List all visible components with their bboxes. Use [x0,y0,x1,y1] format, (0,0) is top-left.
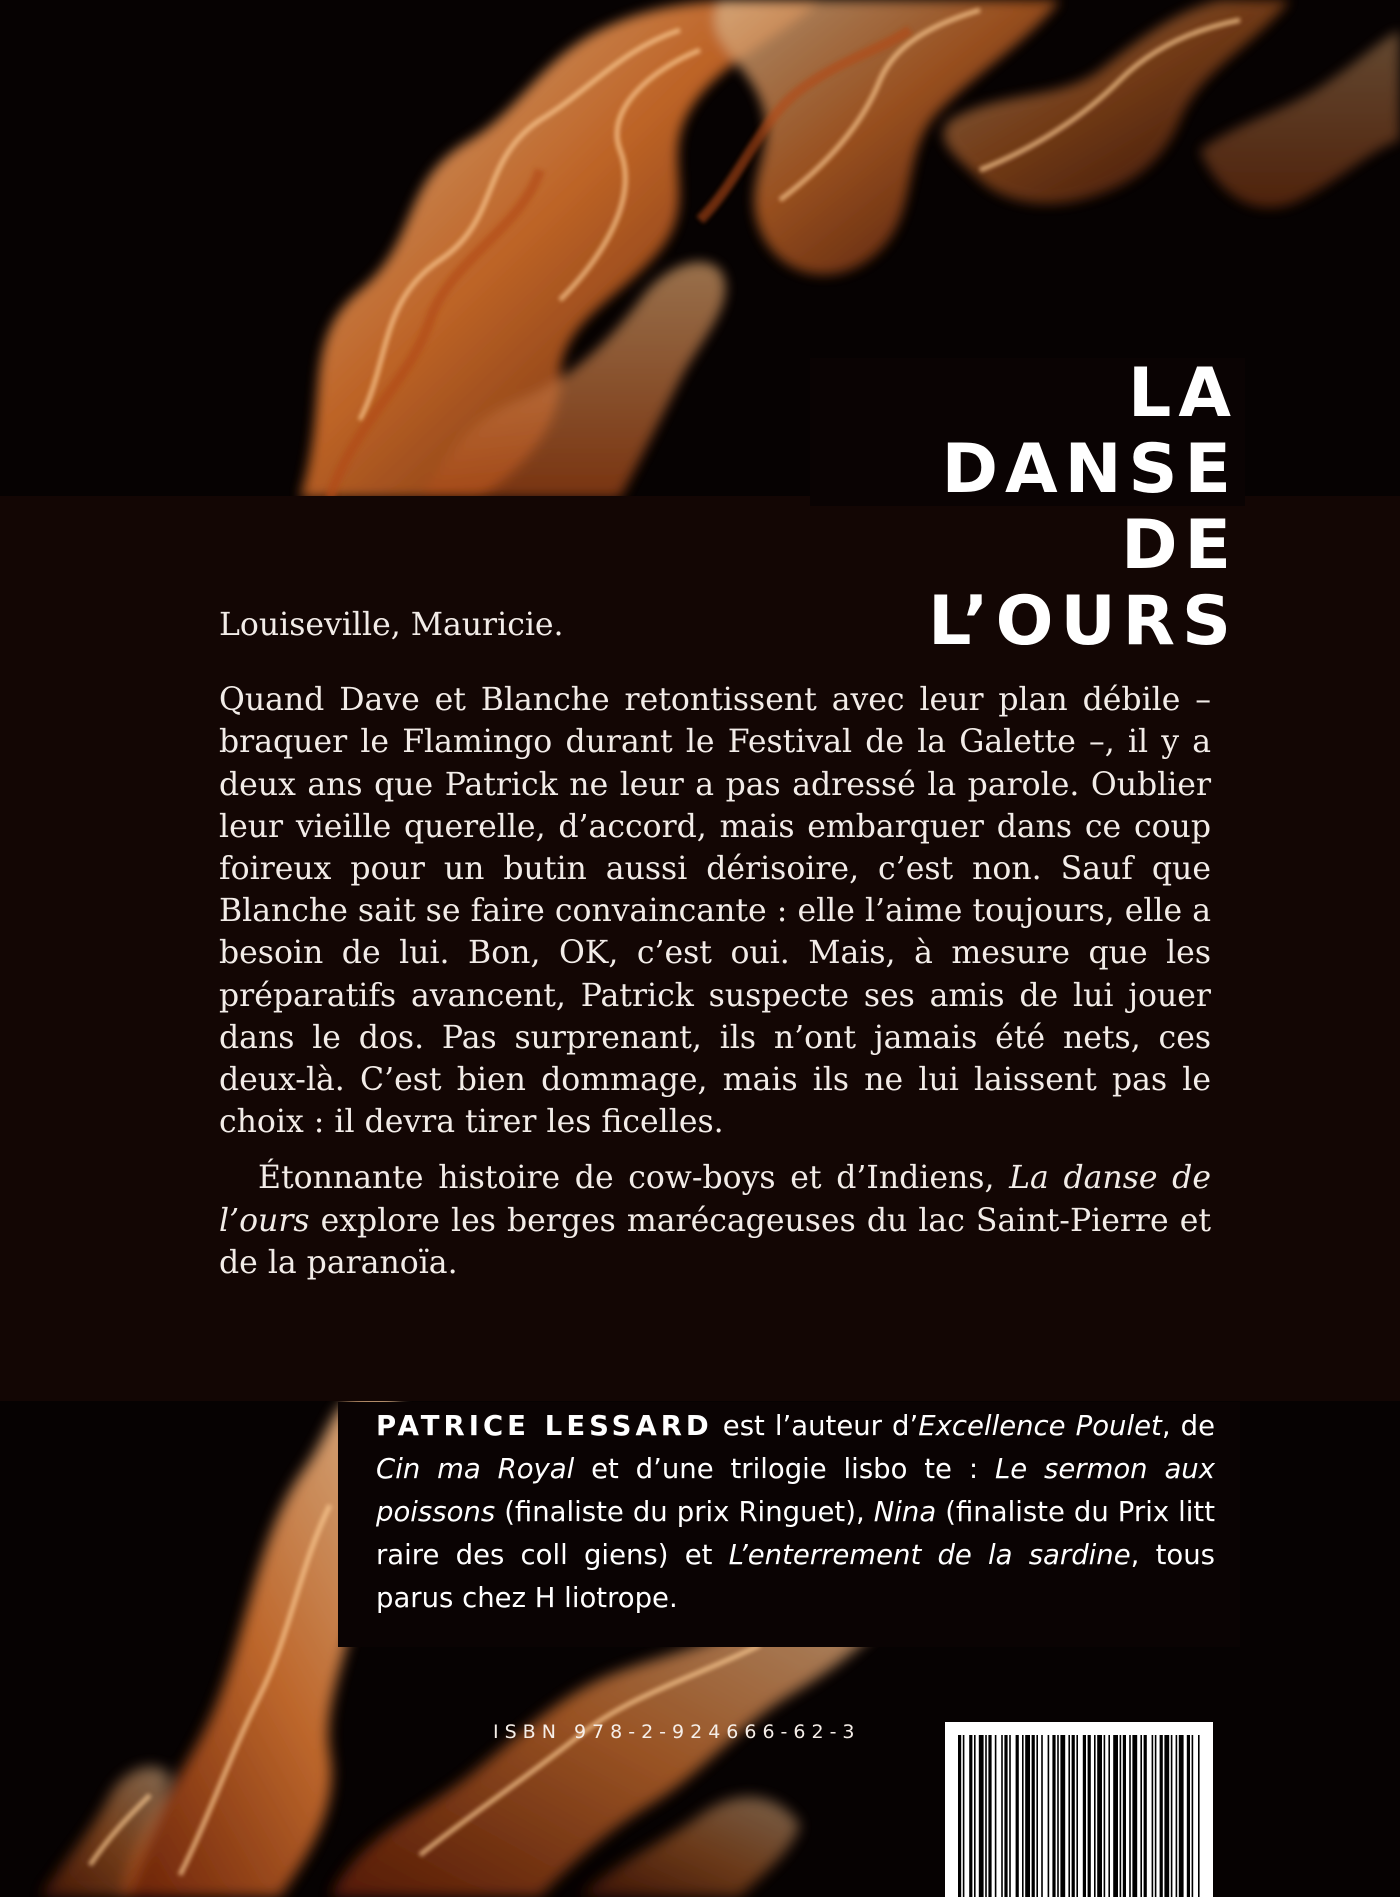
book-title-line-1: LA DANSE [941,354,1238,509]
barcode-bar [1060,1735,1065,1897]
barcode-bar [1057,1735,1059,1897]
barcode-bar [985,1735,987,1897]
bio-book-title: L’enterrement de la sardine [728,1539,1131,1571]
bio-book-title: Le sermon aux poissons [376,1453,1216,1528]
barcode-bar [1001,1735,1003,1897]
barcode-bar [1192,1735,1194,1897]
barcode-bar [1152,1735,1154,1897]
barcode-bar [1048,1735,1050,1897]
bio-text: est l’auteur d’ [712,1410,919,1442]
barcode-bar [1016,1735,1019,1897]
blurb-book-title: La danse de l’ours [219,1160,1211,1239]
barcode-bar [1132,1735,1137,1897]
barcode-bar [1113,1735,1118,1897]
bio-book-title: Excellence Poulet [918,1410,1162,1442]
barcode [958,1735,1200,1897]
barcode-bar [1009,1735,1011,1897]
barcode-bar [1068,1735,1070,1897]
author-name: PATRICE LESSARD [376,1410,713,1442]
barcode-bar [1036,1735,1038,1897]
barcode-bar [1041,1735,1043,1897]
barcode-bar [1052,1735,1055,1897]
barcode-bar [1025,1735,1030,1897]
book-title-line-2: DE L’OURS [928,506,1238,661]
barcode-bar [1144,1735,1147,1897]
barcode-bar [1123,1735,1126,1897]
blurb-closing-start: Étonnante histoire de cow-boys et d’Indiens, [258,1160,1010,1197]
bio-text: (finaliste du Prix litt raire des coll giens) et [376,1496,1215,1571]
bio-book-title: Cin ma Royal [376,1453,575,1485]
barcode-bar [1176,1735,1178,1897]
barcode-bar [1140,1735,1142,1897]
barcode-bar [974,1735,976,1897]
barcode-bar [963,1735,965,1897]
barcode-bar [1097,1735,1102,1897]
barcode-bar [969,1735,972,1897]
barcode-bar [1032,1735,1035,1897]
blurb-closing [219,1157,1211,1284]
barcode-bar [1108,1735,1110,1897]
barcode-bar [1076,1735,1078,1897]
barcode-bar [995,1735,997,1897]
barcode-bar [1179,1735,1184,1897]
bio-text: et d’une trilogie lisbo te : [574,1453,995,1485]
bio-book-title: Nina [873,1496,937,1528]
barcode-bar [1120,1735,1122,1897]
barcode-bar [1198,1735,1200,1897]
isbn-label: ISBN 978-2-924666-62-3 [493,1721,861,1743]
blurb-pitch: Quand Dave et Blanche retontissent avec leur plan débile – braquer le Flamingo durant le Festival de la Galette –, il y a deux ans que Patrick ne leur a pas adressé la parole. Oublier leur vieille querelle, d’accord, mais embarquer dans ce coup foireux pour un butin aussi dérisoire, c’est non. Sauf que Blanche sait se faire convaincante : elle l’aime toujours, elle a besoin de lui. Bon, OK, c’est oui. Mais, à mesure que les préparatifs avancent, Patrick suspecte ses amis de lui jouer dans le dos. Pas surprenant, ils n’ont jamais été nets, ces deux-là. C’est bien dommage, mais ils ne lui laissent pas le choix : il devra tirer les ficelles. [219,682,1211,1141]
author-bio [376,1405,1215,1620]
blurb [219,604,1211,1284]
barcode-bar [1171,1735,1173,1897]
barcode-bar [1164,1735,1169,1897]
barcode-bar [1094,1735,1096,1897]
barcode-bar [1155,1735,1157,1897]
barcode-bar [1104,1735,1106,1897]
barcode-bar [958,1735,961,1897]
blurb-closing-end: explore les berges marécageuses du lac Saint-Pierre et de la paranoïa. [219,1202,1211,1281]
barcode-bar [988,1735,991,1897]
barcode-bar [1072,1735,1075,1897]
barcode-bar [1022,1735,1024,1897]
barcode-bar [1004,1735,1007,1897]
bio-text: , de [1161,1410,1215,1442]
barcode-bar [1088,1735,1091,1897]
bio-text: , tous parus chez H liotrope. [376,1539,1215,1614]
bio-text: (finaliste du prix Ringuet), [495,1496,874,1528]
barcode-bar [1160,1735,1163,1897]
barcode-bar [1187,1735,1190,1897]
barcode-bar [979,1735,984,1897]
barcode-bar [1083,1735,1086,1897]
barcode-bar [1129,1735,1131,1897]
blurb-place: Louiseville, Mauricie. [219,607,564,643]
